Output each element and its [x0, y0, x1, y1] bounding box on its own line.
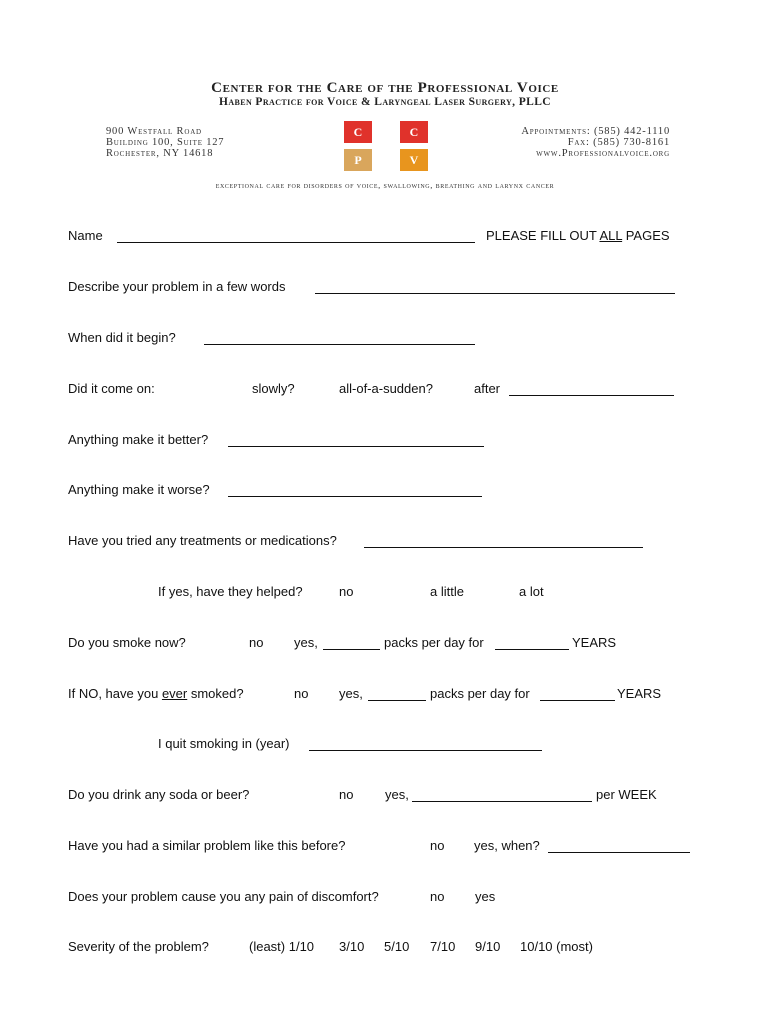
better-field[interactable]	[228, 432, 484, 447]
worse-label: Anything make it worse?	[68, 482, 210, 497]
ever-years-field[interactable]	[540, 686, 615, 701]
severity-option-3[interactable]: 3/10	[339, 939, 365, 954]
similar-yes-option[interactable]: yes, when?	[474, 838, 540, 853]
address-line: Rochester, NY 14618	[106, 148, 214, 159]
fill-notice-all: ALL	[599, 228, 623, 243]
ever-pre: If NO, have you	[68, 686, 162, 701]
logo-square: V	[400, 149, 428, 171]
ever-packs-field[interactable]	[368, 686, 426, 701]
similar-when-field[interactable]	[548, 838, 690, 853]
helped-lot-option[interactable]: a lot	[519, 584, 544, 599]
severity-option-10[interactable]: 10/10 (most)	[520, 939, 593, 954]
logo-square: P	[344, 149, 372, 171]
comeon-slowly-option[interactable]: slowly?	[252, 381, 295, 396]
packs-per-day-label: packs per day for	[430, 686, 530, 701]
better-label: Anything make it better?	[68, 432, 209, 447]
begin-label: When did it begin?	[68, 330, 176, 345]
describe-label: Describe your problem in a few words	[68, 279, 286, 294]
comeon-after-label: after	[474, 381, 501, 396]
ever-no-option[interactable]: no	[294, 686, 309, 701]
ccpv-logo	[344, 121, 432, 173]
smoke-now-packs-field[interactable]	[323, 635, 380, 650]
ever-yes-option[interactable]: yes,	[339, 686, 363, 701]
pain-label: Does your problem cause you any pain of discomfort?	[68, 889, 379, 904]
years-label: YEARS	[617, 686, 662, 701]
soda-label: Do you drink any soda or beer?	[68, 787, 250, 802]
contact-line: Fax: (585) 730-8161	[567, 137, 670, 148]
logo-square: C	[400, 121, 428, 143]
helped-no-option[interactable]: no	[339, 584, 354, 599]
helped-label: If yes, have they helped?	[158, 584, 303, 599]
smoke-now-label: Do you smoke now?	[68, 635, 186, 650]
contact-block	[440, 126, 670, 159]
soda-yes-option[interactable]: yes,	[385, 787, 409, 802]
severity-label: Severity of the problem?	[68, 939, 209, 954]
soda-no-option[interactable]: no	[339, 787, 354, 802]
pain-yes-option[interactable]: yes	[475, 889, 496, 904]
contact-line: Appointments: (585) 442-1110	[521, 126, 670, 137]
address-line: 900 Westfall Road	[106, 126, 202, 137]
helped-little-option[interactable]: a little	[430, 584, 464, 599]
similar-no-option[interactable]: no	[430, 838, 445, 853]
ever-post: smoked?	[187, 686, 244, 701]
soda-amount-field[interactable]	[412, 787, 592, 802]
severity-option-7[interactable]: 7/10	[430, 939, 456, 954]
fill-notice-pre: PLEASE FILL OUT	[486, 228, 600, 243]
similar-label: Have you had a similar problem like this before?	[68, 838, 346, 853]
name-field[interactable]	[117, 228, 475, 243]
address-line: Building 100, Suite 127	[106, 137, 225, 148]
fill-notice	[486, 228, 670, 244]
practice-subtitle: Haben Practice for Voice & Laryngeal Laser Surgery, PLLC	[218, 96, 551, 108]
quit-year-field[interactable]	[309, 736, 542, 751]
practice-name: Center for the Care of the Professional Voice	[211, 80, 559, 96]
smoke-now-years-field[interactable]	[495, 635, 569, 650]
fill-notice-post: PAGES	[622, 228, 670, 243]
smoke-now-yes-option[interactable]: yes,	[294, 635, 318, 650]
name-label: Name	[68, 228, 103, 243]
treatments-field[interactable]	[364, 533, 643, 548]
severity-option-9[interactable]: 9/10	[475, 939, 501, 954]
per-week-label: per WEEK	[596, 787, 657, 802]
quit-label: I quit smoking in (year)	[158, 736, 290, 751]
worse-field[interactable]	[228, 482, 482, 497]
packs-per-day-label: packs per day for	[384, 635, 484, 650]
treatments-label: Have you tried any treatments or medications?	[68, 533, 337, 548]
comeon-after-field[interactable]	[509, 381, 674, 396]
pain-no-option[interactable]: no	[430, 889, 445, 904]
ever-word: ever	[161, 686, 188, 701]
severity-option-1[interactable]: (least) 1/10	[249, 939, 315, 954]
comeon-label: Did it come on:	[68, 381, 155, 396]
smoke-now-no-option[interactable]: no	[249, 635, 264, 650]
begin-field[interactable]	[204, 330, 475, 345]
comeon-sudden-option[interactable]: all-of-a-sudden?	[339, 381, 433, 396]
logo-square: C	[344, 121, 372, 143]
contact-line: www.Professionalvoice.org	[536, 148, 670, 159]
tagline: exceptional care for disorders of voice, swallowing, breathing and larynx cancer	[215, 180, 555, 190]
describe-field[interactable]	[315, 279, 675, 294]
address-block	[106, 126, 224, 159]
ever-smoked-label	[68, 686, 244, 702]
severity-option-5[interactable]: 5/10	[384, 939, 410, 954]
years-label: YEARS	[572, 635, 617, 650]
